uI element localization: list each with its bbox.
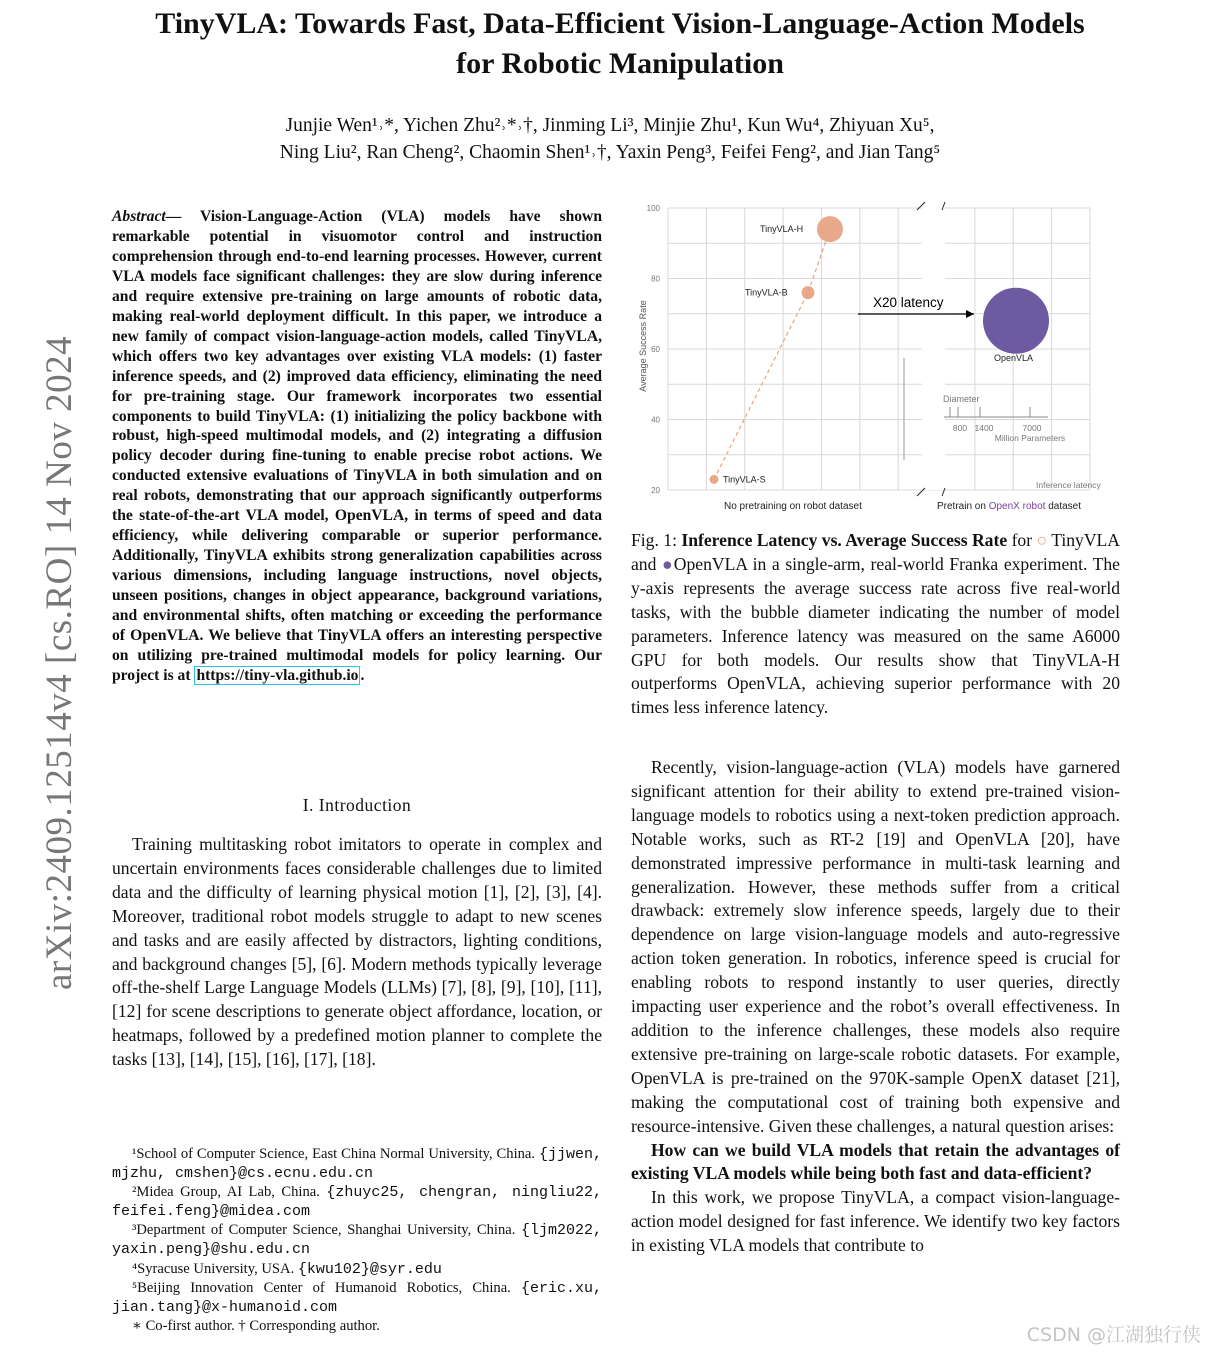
footnotes <box>112 1145 602 1335</box>
y-tick-label: 100 <box>646 204 660 213</box>
chart-points <box>710 216 1050 484</box>
legend-tick-label: 7000 <box>1022 423 1042 433</box>
footnote-4-text: ⁴Syracuse University, USA. <box>132 1260 295 1277</box>
footnote-2-email: {zhuyc25, chengran, ningliu22, feifei.feng}@midea.com <box>112 1184 603 1221</box>
x-label-right-post: dataset <box>1045 501 1082 512</box>
x-label-right-highlight: OpenX robot <box>988 501 1046 512</box>
legend-unit: Million Parameters <box>994 433 1066 443</box>
footnote-1-email: {jjwen, mjzhu, cmshen}@cs.ecnu.edu.cn <box>112 1146 602 1183</box>
author-line1: Junjie Wen¹˒*, Yichen Zhu²˒*˒†, Jinming Li³, Minjie Zhu¹, Kun Wu⁴, Zhiyuan Xu⁵, <box>285 115 935 136</box>
footnote-2 <box>112 1183 602 1221</box>
point-label-openvla: OpenVLA <box>994 352 1034 363</box>
arxiv-stamp: arXiv:2409.12514v4 [cs.RO] 14 Nov 2024 <box>39 335 80 990</box>
y-tick-label: 40 <box>651 415 660 425</box>
author-line2: Ning Liu², Ran Cheng², Chaomin Shen¹˒†, Yaxin Peng³, Feifei Feng², and Jian Tang⁵ <box>279 142 941 163</box>
point-tinyvla-s <box>710 475 719 484</box>
caption-tinyvla: TinyVLA and <box>631 530 1120 574</box>
x-label-left: No pretraining on robot dataset <box>724 501 862 512</box>
right-column-body <box>631 756 1120 1258</box>
footnote-5-text: ⁵Beijing Innovation Center of Humanoid Robotics, China. <box>132 1279 511 1296</box>
openvla-marker-icon: ● <box>661 553 674 574</box>
footnote-5-email: {eric.xu, jian.tang}@x-humanoid.com <box>112 1279 602 1316</box>
latency-arrowhead <box>966 310 974 318</box>
footnote-4 <box>112 1260 602 1279</box>
tinyvla-trend-line <box>714 229 830 479</box>
y-tick-labels <box>647 204 661 495</box>
axis-break-mark-bottom-left <box>917 488 925 496</box>
research-question: How can we build VLA models that retain the advantages of existing VLA models while being both fast and data-efficient? <box>631 1139 1120 1184</box>
paper-title-line2: for Robotic Manipulation <box>456 47 784 80</box>
footnote-3-email: {ljm2022, yaxin.peng}@shu.edu.cn <box>112 1222 602 1259</box>
diameter-legend <box>944 407 1065 443</box>
axis-break-gap <box>922 200 945 490</box>
legend-tick-label: 1400 <box>974 423 994 433</box>
csdn-watermark: CSDN @江湖独行侠 <box>1026 1324 1201 1346</box>
abstract-end: . <box>360 666 365 684</box>
footnote-1-text: ¹School of Computer Science, East China Normal University, China. <box>132 1146 536 1162</box>
abstract-text: Vision-Language-Action (VLA) models have shown remarkable potential in visuomotor control and instruction comprehension through end-to-end learning processes. However, current VLA models face significant challenges: they are slow during inference and require extensive pre-training on large amounts of robotic data, making real-world deployment difficult. In this paper, we introduce a new family of compact vision-language-action models, called TinyVLA, which offers two key advantages over existing VLA models: (1) faster inference speeds, and (2) improved data efficiency, eliminating the need for pre-training stage. Our framework incorporates two essential components to build TinyVLA: (1) initializing the policy backbone with robust, high-speed multimodal models, and (2) integrating a diffusion policy decoder during fine-tuning to enable precise robot actions. We conducted extensive evaluations of TinyVLA in both simulation and on real robots, demonstrating that our approach significantly outperforms the state-of-the-art VLA model, OpenVLA, in terms of speed and data efficiency, while delivering comparable or superior performance. Additionally, TinyVLA exhibits strong generalization capabilities across various dimensions, including language instructions, novel objects, unseen positions, changes in object appearance, background variations, and environmental shifts, often matching or exceeding the performance of OpenVLA. We believe that TinyVLA offers an interesting perspective on utilizing pre-trained multimodal models for policy learning. Our project is at <box>112 208 602 684</box>
caption-prefix: Fig. 1: <box>631 530 682 550</box>
section-heading-introduction: I. Introduction <box>302 795 412 815</box>
y-axis-label: Average Success Rate <box>638 300 648 392</box>
point-tinyvla-b <box>802 286 815 299</box>
abstract <box>112 207 602 686</box>
legend-tick-label: 800 <box>952 423 968 433</box>
caption-for: for <box>1007 530 1037 550</box>
point-label-tinyvla-b: TinyVLA-B <box>745 287 788 298</box>
project-link[interactable]: https://tiny-vla.github.io <box>196 666 359 684</box>
footnote-3-text: ³Department of Computer Science, Shanghai University, China. <box>132 1222 516 1239</box>
paper-title-line1: TinyVLA: Towards Fast, Data-Efficient Vision-Language-Action Models <box>155 7 1085 40</box>
abstract-dash: — <box>165 208 201 225</box>
caption-rest: OpenVLA in a single-arm, real-world Franka experiment. The y-axis represents the average success rate across five real-world tasks, with the bubble diameter indicating the number of model parameters. Inference latency was measured on the same A6000 GPU for both models. Our results show that TinyVLA-H outperforms OpenVLA, achieving superior performance with 20 times less inference latency. <box>631 553 1120 718</box>
right-paragraph-1: Recently, vision-language-action (VLA) models have garnered significant attention for their ability to extend pre-trained vision-language models to robotics using a next-token prediction approach. Notable works, such as RT-2 [19] and OpenVLA [20], have demonstrated impressive performance in multi-task learning and generalization. However, these methods suffer from a critical drawback: extremely slow inference speeds, largely due to their dependence on large vision-language models and auto-regressive action token generation. In robotics, inference speed is crucial for enabling robots to respond instantly to user queries, directly impacting user experience and the robot’s overall effectiveness. In addition to the inference challenges, these models also require extensive pre-training on large-scale robotic datasets. For example, OpenVLA is pre-trained on the 970K-sample OpenX dataset [21], making the computational cost of training both expensive and resource-intensive. Given these challenges, a natural question arises: <box>631 757 1120 1136</box>
corner-label: Inference latency <box>1036 480 1101 490</box>
footnote-6: ∗ Co-first author. † Corresponding author. <box>132 1317 380 1334</box>
footnote-2-text: ²Midea Group, AI Lab, China. <box>132 1184 320 1201</box>
y-tick-label: 20 <box>651 486 660 495</box>
latency-annotation: X20 latency <box>873 295 944 310</box>
y-tick-label: 60 <box>651 345 660 354</box>
right-paragraph-2: In this work, we propose TinyVLA, a compact vision-language-action model designed for fast inference. We identify two key factors in existing VLA models that contribute to <box>631 1187 1120 1256</box>
x-label-right-pre: Pretrain on <box>937 501 989 512</box>
point-label-tinyvla-h: TinyVLA-H <box>760 224 804 235</box>
point-label-tinyvla-s: TinyVLA-S <box>723 474 766 485</box>
footnote-5 <box>112 1279 602 1317</box>
tinyvla-marker-icon: ○ <box>1036 530 1048 550</box>
x-label-right <box>937 501 1081 512</box>
author-list <box>150 112 1070 166</box>
figure-1-caption <box>631 529 1120 720</box>
footnote-1 <box>112 1145 602 1183</box>
caption-bold: Inference Latency vs. Average Success Rate <box>681 530 1008 550</box>
y-tick-label: 80 <box>651 274 660 284</box>
footnote-4-email: {kwu102}@syr.edu <box>297 1260 442 1278</box>
abstract-label: Abstract <box>112 208 166 225</box>
figure-1-chart <box>632 198 1122 516</box>
point-openvla <box>983 288 1049 354</box>
footnote-3 <box>112 1221 602 1259</box>
point-tinyvla-h <box>817 216 843 242</box>
legend-title: Diameter <box>943 394 980 404</box>
intro-paragraph: Training multitasking robot imitators to operate in complex and uncertain environments faces considerable challenges due to limited data and the difficulty of learning physical motion [1], [2], [3], [4]. Moreover, traditional robot models struggle to adapt to new scenes and tasks and are easily affected by distractors, lighting conditions, and background changes [5], [6]. Modern methods typically leverage off-the-shelf Large Language Models (LLMs) [7], [8], [9], [10], [11], [12] for scene descriptions to generate object affordance, location, or heatmaps, followed by a predefined motion planner to complete the tasks [13], [14], [15], [16], [17], [18]. <box>112 834 602 1070</box>
paper-title <box>60 4 1180 84</box>
